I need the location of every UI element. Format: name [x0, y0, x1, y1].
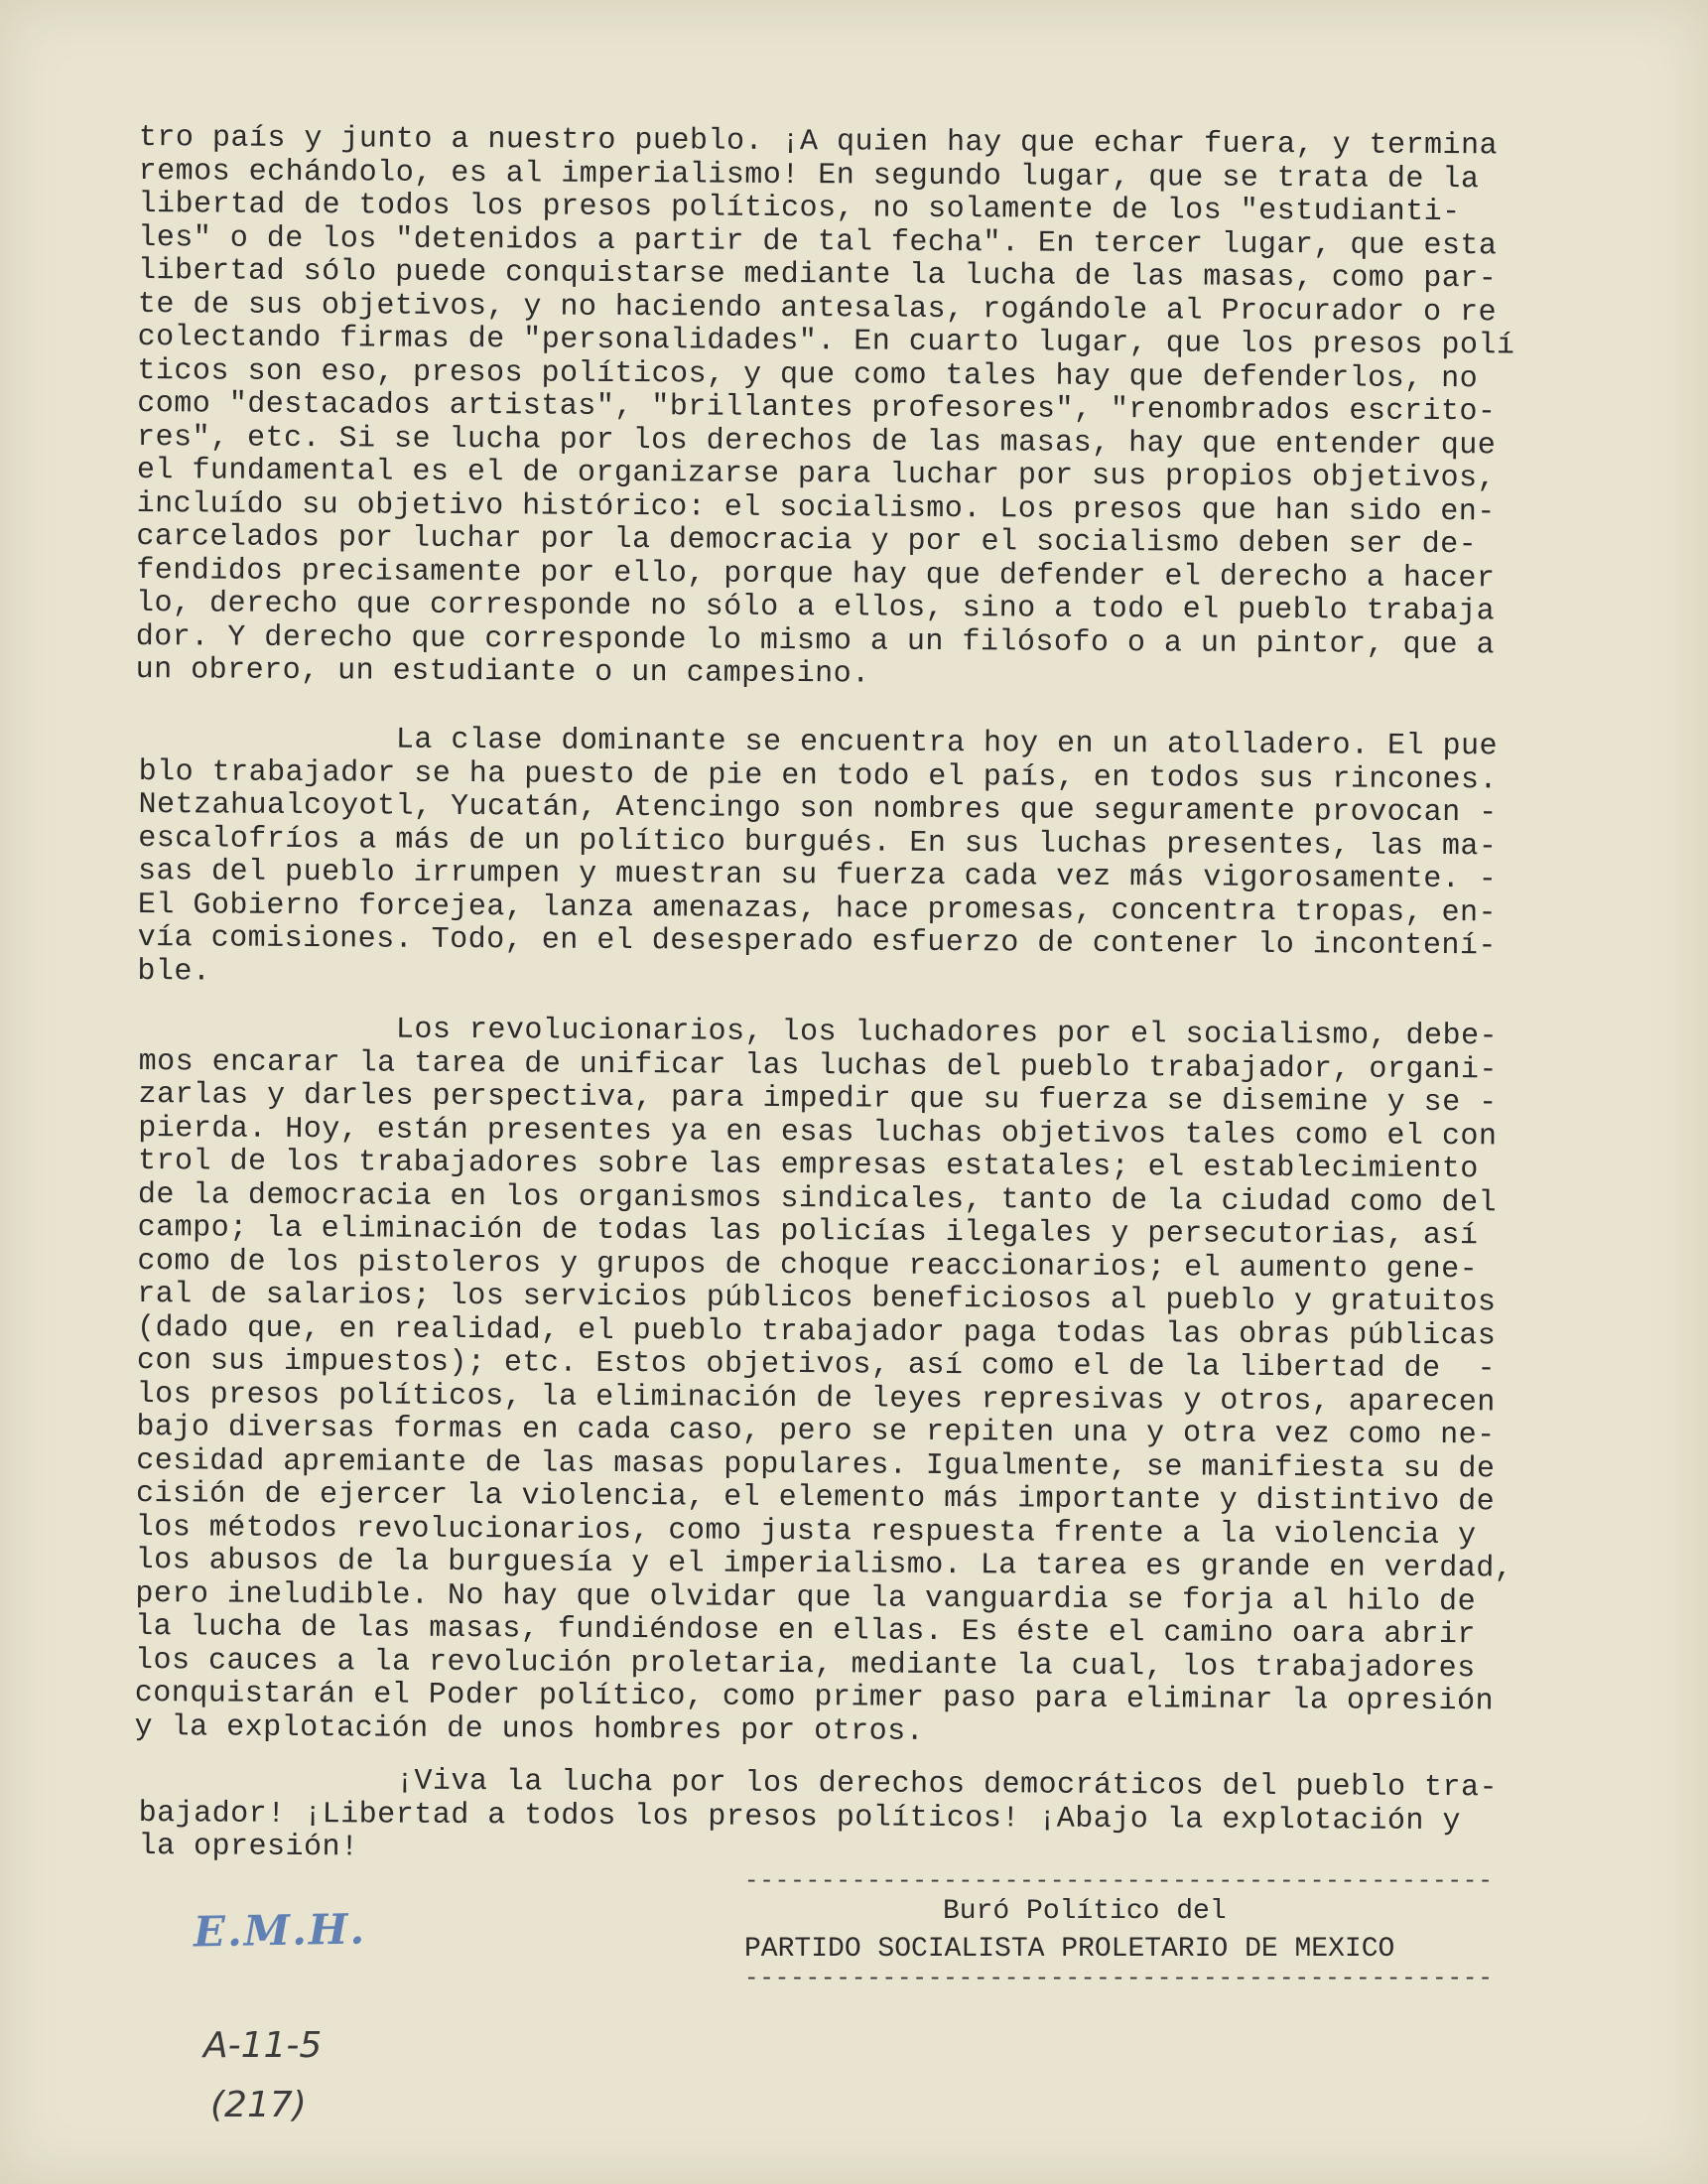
- text-line: ble.: [137, 954, 211, 989]
- text-line: los presos políticos, la eliminación de leyes represivas y otros, aparecen: [136, 1377, 1496, 1420]
- text-line: y la explotación de unos hombres por otros.: [134, 1709, 925, 1749]
- text-line: te de sus objetivos, y no haciendo antesalas, rogándole al Procurador o re: [137, 287, 1498, 330]
- text-line: ¡Viva la lucha por los derechos democráticos del pueblo tra-: [138, 1763, 1499, 1806]
- text-line: (dado que, en realidad, el pueblo trabajador paga todas las obras públicas: [136, 1310, 1497, 1353]
- text-line: colectando firmas de "personalidades". En cuarto lugar, que los presos polí: [137, 320, 1515, 363]
- paragraph-2: [137, 723, 1608, 998]
- text-line: El Gobierno forcejea, lanza amenazas, hace promesas, concentra tropas, en-: [137, 887, 1498, 930]
- archive-code: A-11-5: [203, 2025, 323, 2066]
- text-line: libertad de todos los presos políticos, no solamente de los "estudianti-: [138, 187, 1461, 230]
- dash-rule-bottom: -------------------------------------------------: [744, 1969, 1494, 1990]
- text-line: campo; la eliminación de todas las policías ilegales y persecutorias, así: [137, 1210, 1479, 1254]
- text-line: les" o de los "detenidos a partir de tal fecha". En tercer lugar, que esta: [138, 220, 1498, 263]
- text-line: los métodos revolucionarios, como justa respuesta frente a la violencia y: [135, 1510, 1477, 1553]
- text-line: mos encarar la tarea de unificar las luchas del pueblo trabajador, organi-: [138, 1044, 1498, 1087]
- text-line: dor. Y derecho que corresponde lo mismo a un filósofo o a un pintor, que a: [135, 619, 1496, 662]
- dash-rule-top: -------------------------------------------------: [744, 1871, 1494, 1893]
- archive-number: (217): [210, 2085, 307, 2125]
- text-line: un obrero, un estudiante o un campesino.: [135, 652, 870, 692]
- text-line: el fundamental es el de organizarse para luchar por sus propios objetivos,: [136, 453, 1497, 496]
- text-line: con sus impuestos); etc. Estos objetivos, así como el de la libertad de -: [136, 1343, 1497, 1387]
- text-line: Los revolucionarios, los luchadores por el socialismo, debe-: [138, 1012, 1499, 1054]
- text-line: carcelados por luchar por la democracia y por el socialismo deben ser de-: [136, 519, 1478, 563]
- text-line: cisión de ejercer la violencia, el elemento más importante y distintivo de: [135, 1476, 1496, 1520]
- text-line: La clase dominante se encuentra hoy en un atolladero. El pue: [138, 722, 1499, 764]
- text-line: Netzahualcoyotl, Yucatán, Atencingo son nombres que seguramente provocan -: [138, 787, 1498, 831]
- text-line: los abusos de la burguesía y el imperialismo. La tarea es grande en verdad,: [135, 1543, 1513, 1586]
- text-line: como "destacados artistas", "brillantes profesores", "renombrados escrito-: [137, 386, 1497, 430]
- text-line: libertad sólo puede conquistarse mediante la lucha de las masas, como par-: [137, 253, 1498, 297]
- text-line: como de los pistoleros y grupos de choque reaccionarios; el aumento gene-: [137, 1244, 1479, 1287]
- text-line: fendidos precisamente por ello, porque hay que defender el derecho a hacer: [136, 553, 1496, 596]
- text-line: bajo diversas formas en cada caso, pero se repiten una y otra vez como ne-: [136, 1410, 1496, 1453]
- signature-block: [744, 1871, 1518, 1990]
- text-line: de la democracia en los organismos sindicales, tanto de la ciudad como del: [137, 1177, 1498, 1220]
- text-line: sas del pueblo irrumpen y muestran su fuerza cada vez más vigorosamente. -: [137, 854, 1498, 897]
- text-line: trol de los trabajadores sobre las empresas estatales; el establecimiento: [137, 1144, 1479, 1187]
- paragraph-4: [138, 1764, 1608, 1873]
- text-line: bajador! ¡Libertad a todos los presos políticos! ¡Abajo la explotación y: [138, 1796, 1461, 1839]
- text-line: conquistarán el Poder político, como primer paso para eliminar la opresión: [134, 1676, 1495, 1719]
- text-line: ticos son eso, presos políticos, y que como tales hay que defenderlos, no: [137, 353, 1479, 396]
- text-line: zarlas y darles perspectiva, para impedir que su fuerza se disemine y se -: [138, 1077, 1498, 1121]
- text-line: vía comisiones. Todo, en el desesperado esfuerzo de contener lo incontení-: [137, 920, 1497, 964]
- text-line: pero ineludible. No hay que olvidar que la vanguardia se forja al hilo de: [135, 1576, 1477, 1619]
- text-line: res", etc. Si se lucha por los derechos de las masas, hay que entender que: [136, 420, 1497, 463]
- signature-party: PARTIDO SOCIALISTA PROLETARIO DE MEXICO: [744, 1934, 1395, 1965]
- text-line: escalofríos a más de un político burgués. En sus luchas presentes, las ma-: [138, 821, 1498, 864]
- text-line: incluído su objetivo histórico: el socialismo. Los presos que han sido en-: [136, 486, 1496, 529]
- text-line: ral de salarios; los servicios públicos beneficiosos al pueblo y gratuitos: [137, 1277, 1497, 1320]
- text-line: los cauces a la revolución proletaria, mediante la cual, los trabajadores: [134, 1643, 1476, 1686]
- paragraph-1: [136, 122, 1608, 697]
- text-line: pierda. Hoy, están presentes ya en esas luchas objetivos tales como el con: [138, 1111, 1498, 1154]
- text-line: remos echándolo, es al imperialismo! En segundo lugar, que se trata de la: [138, 154, 1480, 197]
- text-line: blo trabajador se ha puesto de pie en todo el país, en todos sus rincones.: [138, 754, 1498, 797]
- text-line: cesidad apremiante de las masas populares. Igualmente, se manifiesta su de: [136, 1443, 1496, 1486]
- signature-office: Buró Político del: [943, 1896, 1227, 1927]
- text-line: la opresión!: [138, 1829, 359, 1865]
- text-line: la lucha de las masas, fundiéndose en ellas. Es éste el camino oara abrir: [135, 1609, 1477, 1653]
- initials-stamp: E.M.H.: [193, 1904, 367, 1957]
- text-line: lo, derecho que corresponde no sólo a ellos, sino a todo el pueblo trabaja: [135, 586, 1496, 629]
- text-line: tro país y junto a nuestro pueblo. ¡A quien hay que echar fuera, y termina: [138, 121, 1499, 164]
- paragraph-3: [134, 1013, 1607, 1753]
